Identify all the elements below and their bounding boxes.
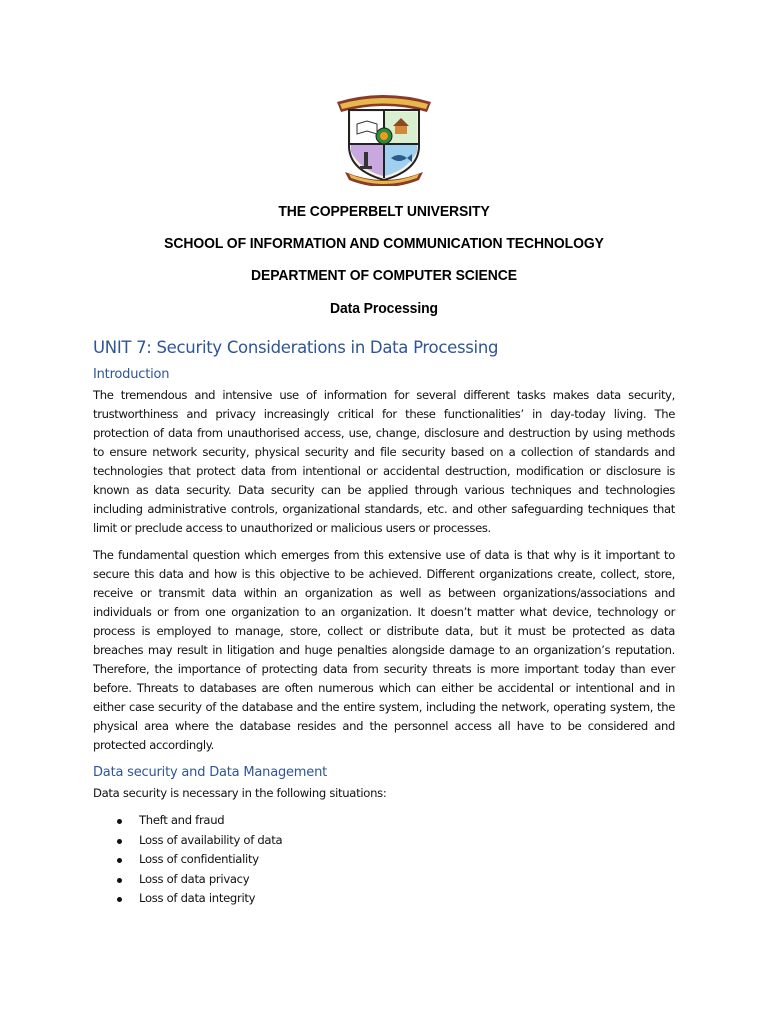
introduction-heading: Introduction xyxy=(93,367,170,382)
bullet-icon xyxy=(117,819,122,824)
bullet-icon xyxy=(117,858,122,863)
list-item: Loss of availability of data xyxy=(93,833,282,853)
list-item: Theft and fraud xyxy=(93,813,282,833)
data-security-heading: Data security and Data Management xyxy=(93,765,328,780)
situations-list xyxy=(93,813,282,911)
bullet-icon xyxy=(117,839,122,844)
data-security-intro: Data security is necessary in the following situations: xyxy=(93,786,387,800)
course-name: Data Processing xyxy=(330,300,438,317)
school-name: SCHOOL OF INFORMATION AND COMMUNICATION TECHNOLOGY xyxy=(164,235,604,252)
list-item: Loss of data privacy xyxy=(93,872,282,892)
list-item: Loss of data integrity xyxy=(93,891,282,911)
bullet-icon xyxy=(117,897,122,902)
university-crest-icon xyxy=(331,90,437,186)
list-item: Loss of confidentiality xyxy=(93,852,282,872)
introduction-paragraph-1: The tremendous and intensive use of information for several different tasks makes data security, trustworthiness and privacy increasingly critical for these functionalities’ in day-today living. The protection of data from unauthorised access, use, change, disclosure and destruction by using methods to ensure network security, physical security and file security based on a collection of standards and technologies that protect data from intentional or accidental destruction, modification or disclosure is known as data security. Data security can be applied through various techniques and technologies including administrative controls, organizational standards, etc. and other safeguarding techniques that limit or preclude access to unauthorized or malicious users or processes. xyxy=(93,388,675,536)
bullet-icon xyxy=(117,878,122,883)
university-name: THE COPPERBELT UNIVERSITY xyxy=(278,203,490,220)
introduction-paragraph-2: The fundamental question which emerges from this extensive use of data is that why is it important to secure this data and how is this objective to be achieved. Different organizations create, collect, store, receive or transmit data within an organization as well as between organizations/associations and individuals or from one organization to an organization. It doesn’t matter what device, technology or process is employed to manage, store, collect or distribute data, but it must be protected as data breaches may result in litigation and huge penalties alongside damage to an organization’s reputation. Therefore, the importance of protecting data from security threats is more important today than ever before. Threats to databases are often numerous which can either be accidental or intentional and in either case security of the database and the entire system, including the network, operating system, the physical area where the database resides and the personnel access all have to be considered and protected accordingly. xyxy=(93,548,675,753)
unit-title: UNIT 7: Security Considerations in Data Processing xyxy=(93,338,499,357)
department-name: DEPARTMENT OF COMPUTER SCIENCE xyxy=(251,267,517,284)
